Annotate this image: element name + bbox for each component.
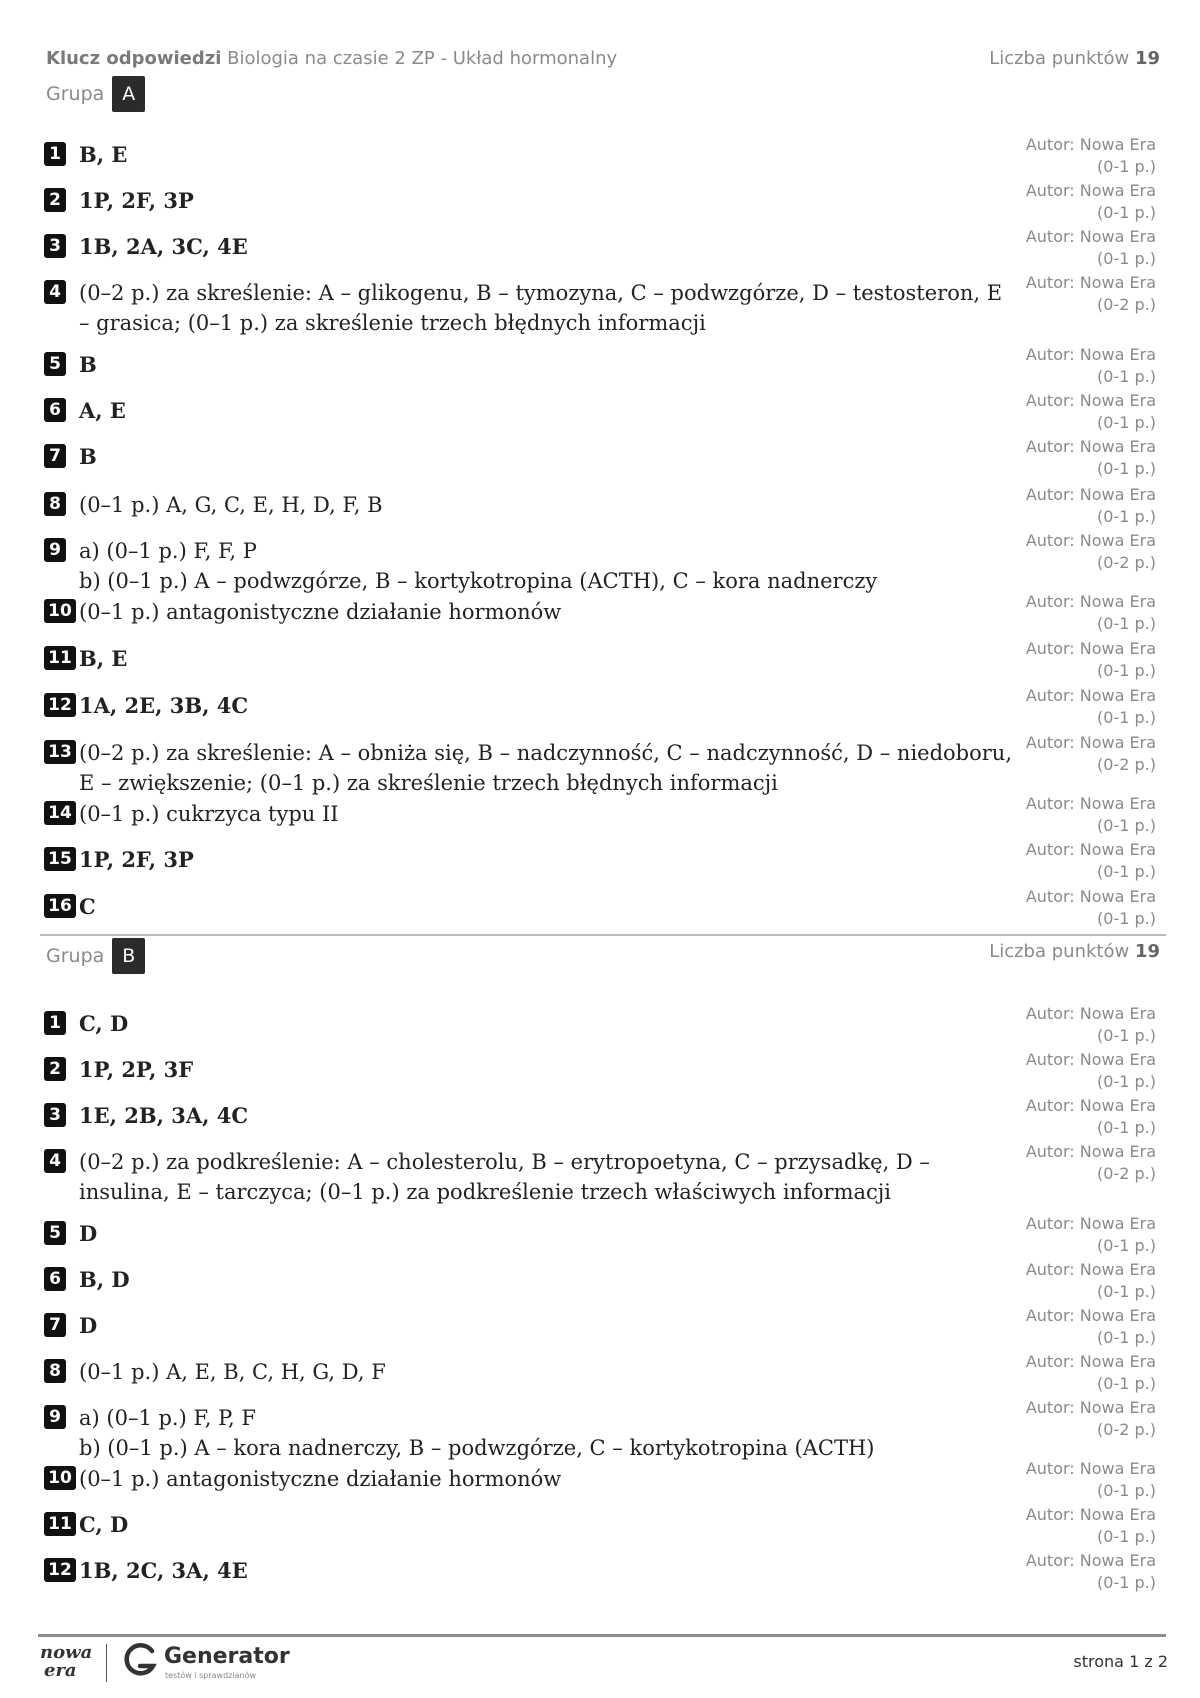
header-points	[989, 48, 1160, 69]
points-range: (0-1 p.)	[1097, 1328, 1156, 1347]
author-label: Autor: Nowa Era	[1025, 686, 1156, 705]
answer-text: D	[79, 1221, 98, 1246]
author-label: Autor: Nowa Era	[1025, 1096, 1156, 1115]
group-divider	[40, 934, 1166, 936]
points-range: (0-1 p.)	[1097, 661, 1156, 680]
answer-text: (0–1 p.) antagonistyczne działanie hormonów	[79, 600, 562, 624]
question-number-badge: 5	[44, 1221, 66, 1245]
generator-g-icon	[122, 1642, 158, 1678]
answer-text: (0–1 p.) A, E, B, C, H, G, D, F	[79, 1360, 386, 1384]
points-range: (0-2 p.)	[1097, 755, 1156, 774]
page-number: strona 1 z 2	[1073, 1652, 1168, 1671]
author-label: Autor: Nowa Era	[1025, 840, 1156, 859]
author-label: Autor: Nowa Era	[1025, 1352, 1156, 1371]
group-label: Grupa	[46, 83, 105, 105]
question-number-badge: 6	[44, 398, 66, 422]
group-b-heading	[46, 938, 145, 974]
author-label: Autor: Nowa Era	[1025, 592, 1156, 611]
author-label: Autor: Nowa Era	[1025, 1004, 1156, 1023]
author-label: Autor: Nowa Era	[1025, 1260, 1156, 1279]
answer-meta	[1026, 344, 1156, 388]
author-label: Autor: Nowa Era	[1025, 1398, 1156, 1417]
question-number-badge: 9	[44, 1405, 66, 1429]
answer-meta	[1026, 1305, 1156, 1349]
points-range: (0-1 p.)	[1097, 413, 1156, 432]
author-label: Autor: Nowa Era	[1025, 1505, 1156, 1524]
points-range: (0-2 p.)	[1097, 295, 1156, 314]
author-label: Autor: Nowa Era	[1025, 1214, 1156, 1233]
author-label: Autor: Nowa Era	[1025, 1050, 1156, 1069]
answer-text: 1B, 2C, 3A, 4E	[79, 1558, 248, 1583]
answer-text: 1E, 2B, 3A, 4C	[79, 1103, 249, 1128]
answer-meta	[1026, 484, 1156, 528]
question-number-badge: 4	[44, 1149, 66, 1173]
question-number-badge: 11	[44, 1512, 76, 1536]
answer-meta	[1026, 1141, 1156, 1185]
answer-text: a) (0–1 p.) F, F, P b) (0–1 p.) A – podwzgórze, B – kortykotropina (ACTH), C – kora nadnerczy	[79, 539, 878, 593]
answer-meta	[1026, 793, 1156, 837]
author-label: Autor: Nowa Era	[1025, 1551, 1156, 1570]
group-letter-badge: A	[112, 76, 145, 112]
author-label: Autor: Nowa Era	[1025, 794, 1156, 813]
question-number-badge: 10	[44, 1466, 76, 1490]
question-number-badge: 13	[44, 740, 76, 764]
author-label: Autor: Nowa Era	[1025, 887, 1156, 906]
nowa-era-logo	[40, 1644, 92, 1680]
answer-meta	[1026, 1504, 1156, 1548]
author-label: Autor: Nowa Era	[1025, 1142, 1156, 1161]
answer-meta	[1026, 1095, 1156, 1139]
question-number-badge: 6	[44, 1267, 66, 1291]
answer-text: B, E	[79, 142, 128, 167]
points-range: (0-1 p.)	[1097, 1236, 1156, 1255]
logo-separator	[106, 1644, 107, 1682]
question-number-badge: 8	[44, 1359, 66, 1383]
group-label: Grupa	[46, 945, 105, 967]
points-range: (0-1 p.)	[1097, 909, 1156, 928]
question-number-badge: 14	[44, 801, 76, 825]
points-range: (0-1 p.)	[1097, 708, 1156, 727]
answer-text: B	[79, 444, 97, 469]
points-range: (0-1 p.)	[1097, 203, 1156, 222]
question-number-badge: 3	[44, 234, 66, 258]
footer-rule	[38, 1634, 1166, 1637]
points-label: Liczba punktów	[989, 48, 1130, 69]
points-range: (0-1 p.)	[1097, 1118, 1156, 1137]
answer-text: (0–1 p.) A, G, C, E, H, D, F, B	[79, 493, 383, 517]
answer-text: 1P, 2F, 3P	[79, 188, 194, 213]
points-range: (0-2 p.)	[1097, 553, 1156, 572]
answer-meta	[1026, 839, 1156, 883]
question-number-badge: 8	[44, 492, 66, 516]
answer-meta	[1026, 436, 1156, 480]
answer-text: a) (0–1 p.) F, P, F b) (0–1 p.) A – kora nadnerczy, B – podwzgórze, C – kortykotropina (ACTH)	[79, 1406, 875, 1460]
answer-meta	[1026, 1259, 1156, 1303]
question-number-badge: 2	[44, 1057, 66, 1081]
answer-text: (0–2 p.) za skreślenie: A – obniża się, B – nadczynność, C – nadczynność, D – niedoboru, E – zwiększenie; (0–1 p.) za skreślenie trzech błędnych informacji	[79, 741, 1013, 795]
answer-text: C, D	[79, 1512, 129, 1537]
generator-logo-text: Generator	[164, 1644, 290, 1669]
points-value: 19	[1134, 941, 1160, 962]
answer-text: 1A, 2E, 3B, 4C	[79, 693, 249, 718]
answer-meta	[1026, 226, 1156, 270]
points-range: (0-1 p.)	[1097, 459, 1156, 478]
author-label: Autor: Nowa Era	[1025, 1306, 1156, 1325]
points-range: (0-1 p.)	[1097, 1072, 1156, 1091]
answer-meta	[1026, 530, 1156, 574]
question-number-badge: 3	[44, 1103, 66, 1127]
points-range: (0-1 p.)	[1097, 614, 1156, 633]
question-number-badge: 15	[44, 847, 76, 871]
question-number-badge: 1	[44, 142, 66, 166]
question-number-badge: 9	[44, 538, 66, 562]
group-a-heading	[46, 76, 145, 112]
points-range: (0-1 p.)	[1097, 249, 1156, 268]
points-range: (0-1 p.)	[1097, 1573, 1156, 1592]
author-label: Autor: Nowa Era	[1025, 485, 1156, 504]
points-range: (0-1 p.)	[1097, 816, 1156, 835]
document-header	[46, 48, 1160, 72]
question-number-badge: 5	[44, 352, 66, 376]
points-range: (0-1 p.)	[1097, 157, 1156, 176]
group-b-points	[989, 941, 1160, 962]
question-number-badge: 4	[44, 280, 66, 304]
points-range: (0-2 p.)	[1097, 1164, 1156, 1183]
author-label: Autor: Nowa Era	[1025, 227, 1156, 246]
question-number-badge: 1	[44, 1011, 66, 1035]
author-label: Autor: Nowa Era	[1025, 135, 1156, 154]
question-number-badge: 7	[44, 1313, 66, 1337]
group-letter-badge: B	[112, 938, 145, 974]
author-label: Autor: Nowa Era	[1025, 639, 1156, 658]
answer-meta	[1026, 1458, 1156, 1502]
answer-meta	[1026, 1049, 1156, 1093]
header-title: Biologia na czasie 2 ZP - Układ hormonalny	[227, 48, 618, 69]
answer-meta	[1026, 180, 1156, 224]
answer-meta	[1026, 591, 1156, 635]
points-label: Liczba punktów	[989, 941, 1130, 962]
points-range: (0-1 p.)	[1097, 1282, 1156, 1301]
points-value: 19	[1134, 48, 1160, 69]
question-number-badge: 12	[44, 693, 76, 717]
question-number-badge: 11	[44, 646, 76, 670]
answer-text: B, D	[79, 1267, 130, 1292]
points-range: (0-1 p.)	[1097, 862, 1156, 881]
answer-meta	[1026, 1397, 1156, 1441]
points-range: (0-1 p.)	[1097, 1527, 1156, 1546]
answer-text: B, E	[79, 646, 128, 671]
answer-meta	[1026, 685, 1156, 729]
question-number-badge: 10	[44, 599, 76, 623]
answer-meta	[1026, 1351, 1156, 1395]
author-label: Autor: Nowa Era	[1025, 391, 1156, 410]
question-number-badge: 16	[44, 894, 76, 918]
answer-text: 1B, 2A, 3C, 4E	[79, 234, 248, 259]
answer-meta	[1026, 390, 1156, 434]
answer-text: B	[79, 352, 97, 377]
answer-text: (0–1 p.) antagonistyczne działanie hormonów	[79, 1467, 562, 1491]
answer-meta	[1026, 272, 1156, 316]
answer-text: D	[79, 1313, 98, 1338]
answer-text: 1P, 2F, 3P	[79, 847, 194, 872]
points-range: (0-1 p.)	[1097, 367, 1156, 386]
points-range: (0-1 p.)	[1097, 507, 1156, 526]
answer-text: (0–1 p.) cukrzyca typu II	[79, 802, 339, 826]
answer-text: C	[79, 894, 96, 919]
author-label: Autor: Nowa Era	[1025, 1459, 1156, 1478]
question-number-badge: 7	[44, 444, 66, 468]
answer-meta	[1026, 1550, 1156, 1594]
author-label: Autor: Nowa Era	[1025, 273, 1156, 292]
answer-text: (0–2 p.) za podkreślenie: A – cholesterolu, B – erytropoetyna, C – przysadkę, D – insulina, E – tarczyca; (0–1 p.) za podkreślenie trzech właściwych informacji	[79, 1150, 930, 1204]
header-title-bold: Klucz odpowiedzi	[46, 48, 222, 69]
answer-meta	[1026, 638, 1156, 682]
points-range: (0-1 p.)	[1097, 1026, 1156, 1045]
author-label: Autor: Nowa Era	[1025, 733, 1156, 752]
question-number-badge: 2	[44, 188, 66, 212]
author-label: Autor: Nowa Era	[1025, 531, 1156, 550]
answer-text: 1P, 2P, 3F	[79, 1057, 194, 1082]
answer-text: C, D	[79, 1011, 129, 1036]
author-label: Autor: Nowa Era	[1025, 181, 1156, 200]
points-range: (0-2 p.)	[1097, 1420, 1156, 1439]
author-label: Autor: Nowa Era	[1025, 345, 1156, 364]
logo-text-top: nowa	[40, 1642, 93, 1663]
answer-text: (0–2 p.) za skreślenie: A – glikogenu, B – tymozyna, C – podwzgórze, D – testosteron, E – grasica; (0–1 p.) za skreślenie trzech błędnych informacji	[79, 281, 1003, 335]
points-range: (0-1 p.)	[1097, 1481, 1156, 1500]
author-label: Autor: Nowa Era	[1025, 437, 1156, 456]
answer-text: A, E	[79, 398, 126, 423]
answer-meta	[1026, 134, 1156, 178]
answer-meta	[1026, 886, 1156, 930]
question-number-badge: 12	[44, 1558, 76, 1582]
generator-subtitle: testów i sprawdzianów	[165, 1671, 256, 1680]
points-range: (0-1 p.)	[1097, 1374, 1156, 1393]
answer-meta	[1026, 1003, 1156, 1047]
answer-meta	[1026, 732, 1156, 776]
answer-meta	[1026, 1213, 1156, 1257]
logo-text-bottom: era	[44, 1660, 77, 1681]
